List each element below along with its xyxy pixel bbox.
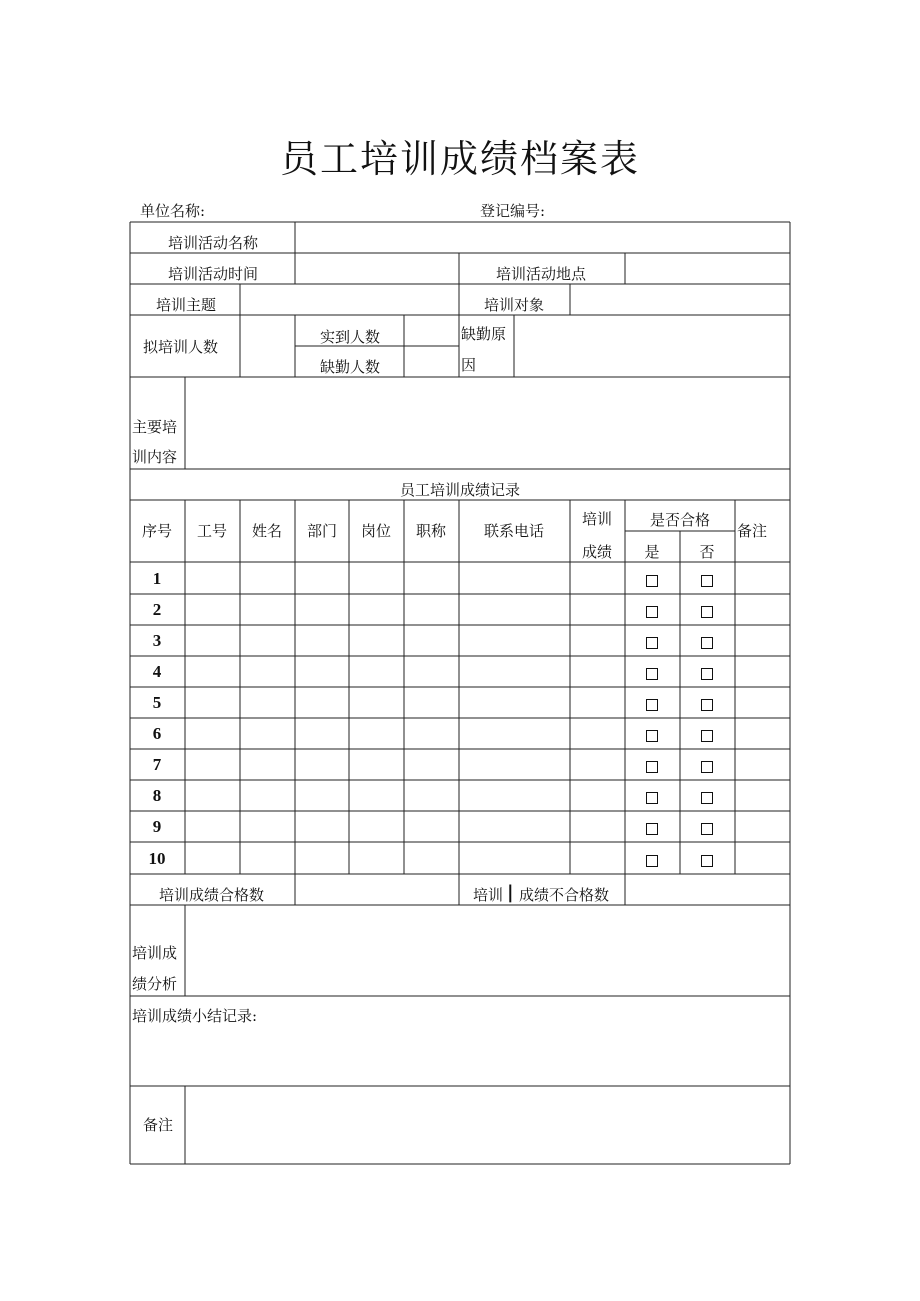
pass-no-checkbox[interactable] <box>701 792 713 804</box>
pass-yes-checkbox[interactable] <box>646 761 658 773</box>
col-post: 岗位 <box>360 522 392 540</box>
absent-reason-label-cont: 因 <box>461 356 477 374</box>
col-score: 培训 <box>581 510 613 528</box>
fail-count-separator: | <box>507 882 514 903</box>
row-number: 2 <box>152 600 162 619</box>
row-number: 8 <box>152 786 162 805</box>
row-number: 5 <box>152 693 162 712</box>
pass-yes-checkbox[interactable] <box>646 637 658 649</box>
col-pass-no: 否 <box>699 543 715 561</box>
row-number: 4 <box>152 662 162 681</box>
pass-no-checkbox[interactable] <box>701 575 713 587</box>
pass-no-checkbox[interactable] <box>701 761 713 773</box>
col-name: 姓名 <box>251 522 283 540</box>
col-title: 职称 <box>415 522 447 540</box>
pass-yes-checkbox[interactable] <box>646 606 658 618</box>
main-content-label-cont: 训内容 <box>132 448 178 466</box>
pass-yes-checkbox[interactable] <box>646 792 658 804</box>
main-content-label: 主要培 <box>132 418 178 436</box>
activity-time-label: 培训活动时间 <box>168 265 259 283</box>
activity-name-label: 培训活动名称 <box>168 234 259 252</box>
col-seq: 序号 <box>141 522 173 540</box>
pass-yes-checkbox[interactable] <box>646 855 658 867</box>
record-section-title: 员工培训成绩记录 <box>399 481 521 499</box>
row-number: 1 <box>152 569 162 588</box>
fail-count-label: 成绩不合格数 <box>519 886 610 904</box>
fail-count-label-prefix: 培训 <box>473 886 504 904</box>
remark-label: 备注 <box>143 1116 174 1134</box>
planned-count-label: 拟培训人数 <box>143 338 219 356</box>
absent-count-label: 缺勤人数 <box>320 358 381 376</box>
score-analysis-label: 培训成 <box>132 944 178 962</box>
page-title: 员工培训成绩档案表 <box>279 137 640 181</box>
actual-count-label: 实到人数 <box>320 328 381 346</box>
row-number: 10 <box>148 849 166 868</box>
target-label: 培训对象 <box>484 296 545 314</box>
row-number: 9 <box>152 817 162 836</box>
pass-no-checkbox[interactable] <box>701 606 713 618</box>
pass-yes-checkbox[interactable] <box>646 730 658 742</box>
registration-number-label: 登记编号: <box>480 202 546 220</box>
pass-yes-checkbox[interactable] <box>646 823 658 835</box>
pass-no-checkbox[interactable] <box>701 668 713 680</box>
row-number: 3 <box>152 631 162 650</box>
pass-no-checkbox[interactable] <box>701 855 713 867</box>
col-pass: 是否合格 <box>649 511 711 529</box>
pass-yes-checkbox[interactable] <box>646 575 658 587</box>
col-remark: 备注 <box>737 522 768 540</box>
activity-place-label: 培训活动地点 <box>496 265 587 283</box>
col-score-cont: 成绩 <box>581 543 613 561</box>
pass-no-checkbox[interactable] <box>701 699 713 711</box>
absent-reason-label: 缺勤原 <box>461 325 507 343</box>
score-analysis-label-cont: 绩分析 <box>132 975 178 993</box>
col-dept: 部门 <box>306 522 338 540</box>
pass-no-checkbox[interactable] <box>701 637 713 649</box>
row-number: 7 <box>152 755 162 774</box>
summary-record-label: 培训成绩小结记录: <box>132 1007 258 1025</box>
topic-label: 培训主题 <box>156 296 217 314</box>
pass-no-checkbox[interactable] <box>701 823 713 835</box>
pass-yes-checkbox[interactable] <box>646 699 658 711</box>
unit-name-label: 单位名称: <box>140 202 206 220</box>
pass-count-label: 培训成绩合格数 <box>159 886 265 904</box>
pass-yes-checkbox[interactable] <box>646 668 658 680</box>
pass-no-checkbox[interactable] <box>701 730 713 742</box>
col-phone: 联系电话 <box>483 522 545 540</box>
col-emp-id: 工号 <box>196 522 228 540</box>
row-number: 6 <box>152 724 162 743</box>
col-pass-yes: 是 <box>644 543 660 561</box>
